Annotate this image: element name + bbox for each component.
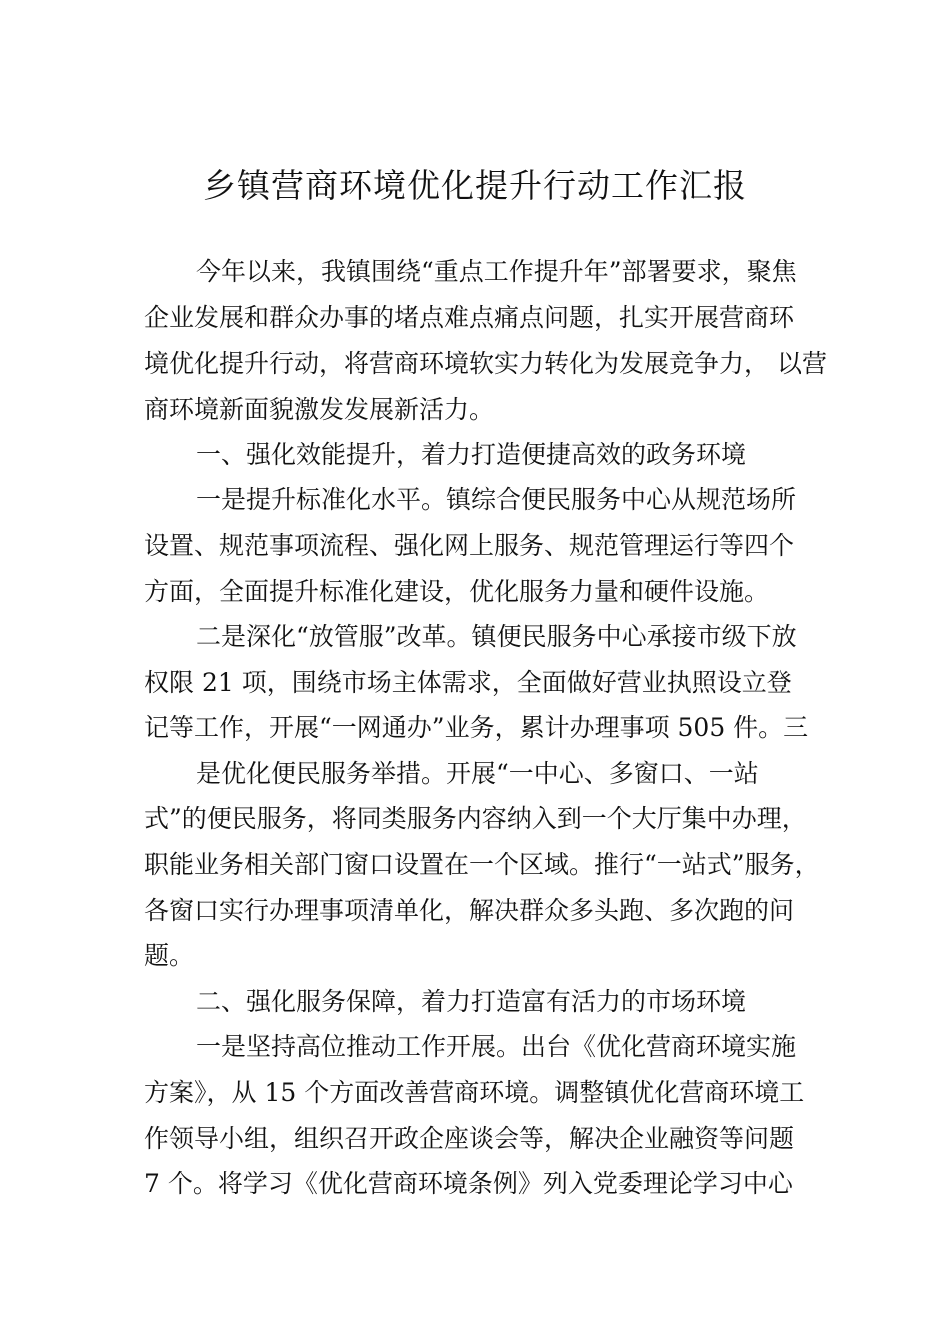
section-heading: 二、强化服务保障，着力打造富有活力的市场环境 [196,987,747,1016]
body-line: 式”的便民服务，将同类服务内容纳入到一个大厅集中办理， [144,804,807,833]
body-line: 方面，全面提升标准化建设，优化服务力量和硬件设施。 [144,577,770,606]
body-line: 境优化提升行动，将营商环境软实力转化为发展竞争力， 以营 [144,349,827,378]
body-line: 是优化便民服务举措。开展“一中心、多窗口、一站 [196,759,759,788]
body-line: 二是深化“放管服”改革。镇便民服务中心承接市级下放 [196,622,797,651]
body-line: 职能业务相关部门窗口设置在一个区域。推行“一站式”服务， [144,850,820,879]
body-line: 一是坚持高位推动工作开展。出台《优化营商环境实施 [196,1032,797,1061]
body-line: 题。 [144,941,195,970]
body-line: 今年以来，我镇围绕“重点工作提升年”部署要求，聚焦 [196,257,797,286]
body-line: 权限 21 项，围绕市场主体需求，全面做好营业执照设立登 [144,668,792,697]
section-heading: 一、强化效能提升，着力打造便捷高效的政务环境 [196,440,747,469]
document-title: 乡镇营商环境优化提升行动工作汇报 [203,166,747,205]
body-line: 方案》，从 15 个方面改善营商环境。调整镇优化营商环境工 [144,1078,805,1107]
body-line: 企业发展和群众办事的堵点难点痛点问题，扎实开展营商环 [144,303,795,332]
body-line: 商环境新面貌激发发展新活力。 [144,395,495,424]
body-line: 一是提升标准化水平。镇综合便民服务中心从规范场所 [196,485,797,514]
body-line: 记等工作，开展“一网通办”业务，累计办理事项 505 件。三 [144,713,809,742]
body-line: 设置、规范事项流程、强化网上服务、规范管理运行等四个 [144,531,795,560]
body-line: 7 个。将学习《优化营商环境条例》列入党委理论学习中心 [144,1169,793,1198]
body-line: 作领导小组，组织召开政企座谈会等，解决企业融资等问题 [144,1124,795,1153]
body-line: 各窗口实行办理事项清单化，解决群众多头跑、多次跑的问 [144,896,795,925]
